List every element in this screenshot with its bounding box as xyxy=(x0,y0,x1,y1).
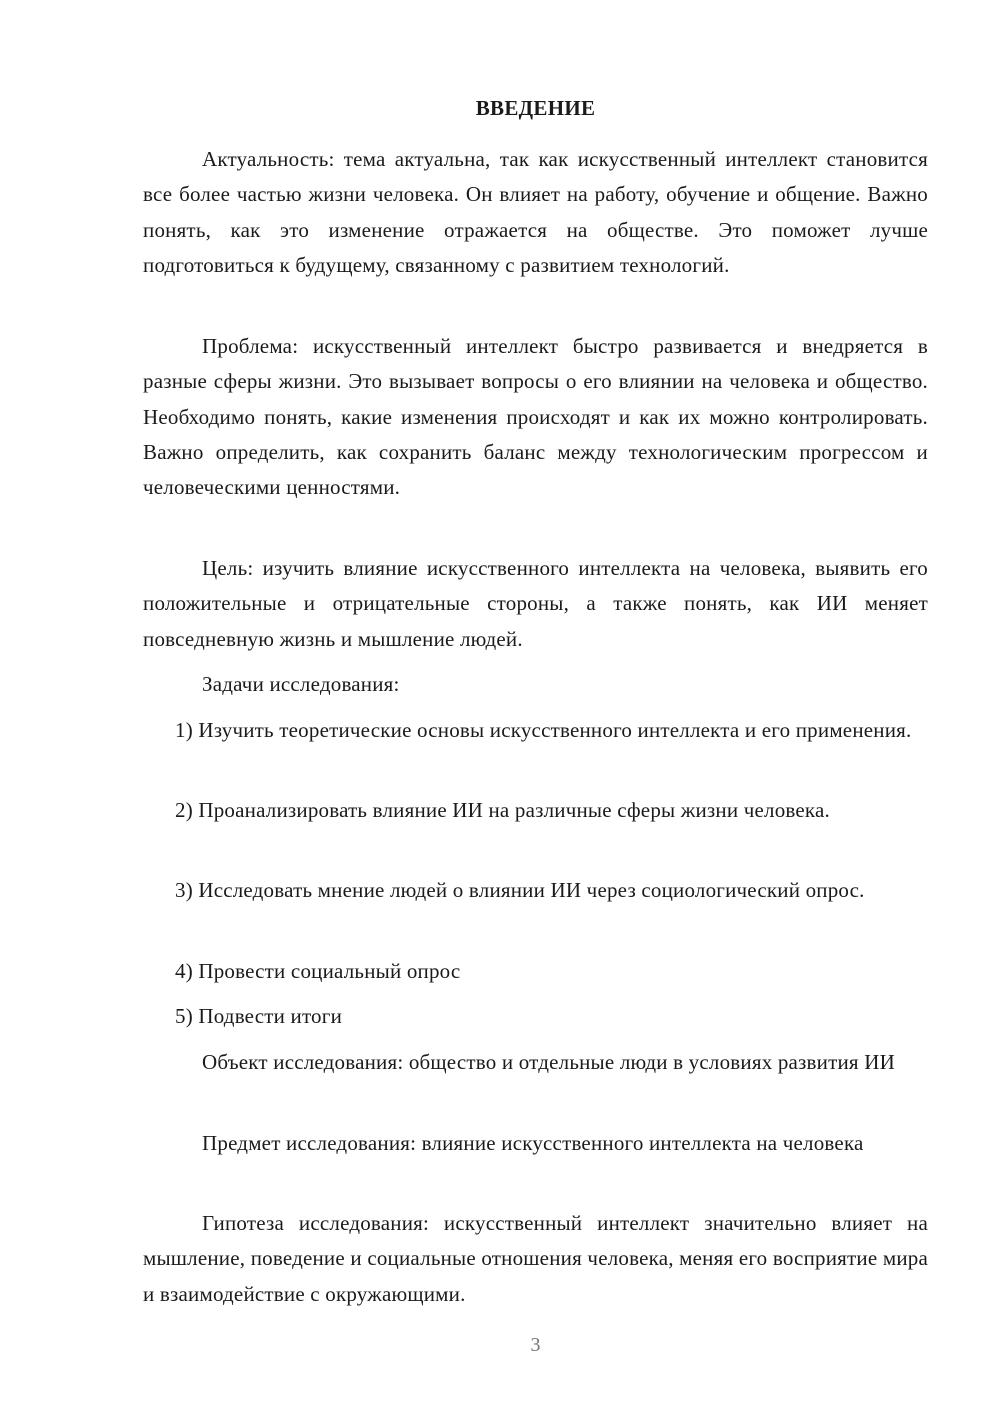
goal-paragraph: Цель: изучить влияние искусственного интеллекта на человека, выявить его положительные и отрицательные стороны, а также понять, как ИИ меняет повседневную жизнь и мышление людей. xyxy=(143,556,928,651)
hypothesis-paragraph: Гипотеза исследования: искусственный интеллект значительно влияет на мышление, поведение и социальные отношения человека, меняя его восприятие мира и взаимодействие с окружающими. xyxy=(143,1211,928,1306)
task-item-4: 4) Провести социальный опрос xyxy=(175,959,461,983)
research-subject-paragraph: Предмет исследования: влияние искусственного интеллекта на человека xyxy=(202,1131,864,1155)
research-object-paragraph: Объект исследования: общество и отдельные люди в условиях развития ИИ xyxy=(202,1050,895,1074)
page-number: 3 xyxy=(530,1334,541,1356)
task-item-5: 5) Подвести итоги xyxy=(175,1004,343,1028)
task-item-2: 2) Проанализировать влияние ИИ на различные сферы жизни человека. xyxy=(175,798,830,822)
relevance-paragraph: Актуальность: тема актуальна, так как искусственный интеллект становится все более частью жизни человека. Он влияет на работу, обучение и общение. Важно понять, как это изменение отражается на обществе. Это поможет лучше подготовиться к будущему, связанному с развитием технологий. xyxy=(143,147,928,277)
task-item-1: 1) Изучить теоретические основы искусственного интеллекта и его применения. xyxy=(175,718,912,742)
tasks-heading: Задачи исследования: xyxy=(202,672,400,696)
page-title: ВВЕДЕНИЕ xyxy=(475,96,596,120)
task-item-3: 3) Исследовать мнение людей о влиянии ИИ через социологический опрос. xyxy=(175,878,865,902)
document-page xyxy=(143,0,928,1414)
problem-paragraph: Проблема: искусственный интеллект быстро развивается и внедряется в разные сферы жизни. Это вызывает вопросы о его влиянии на человека и общество. Необходимо понять, какие изменения происходят и как их можно контролировать. Важно определить, как сохранить баланс между технологическим прогрессом и человеческими ценностями. xyxy=(143,334,928,500)
